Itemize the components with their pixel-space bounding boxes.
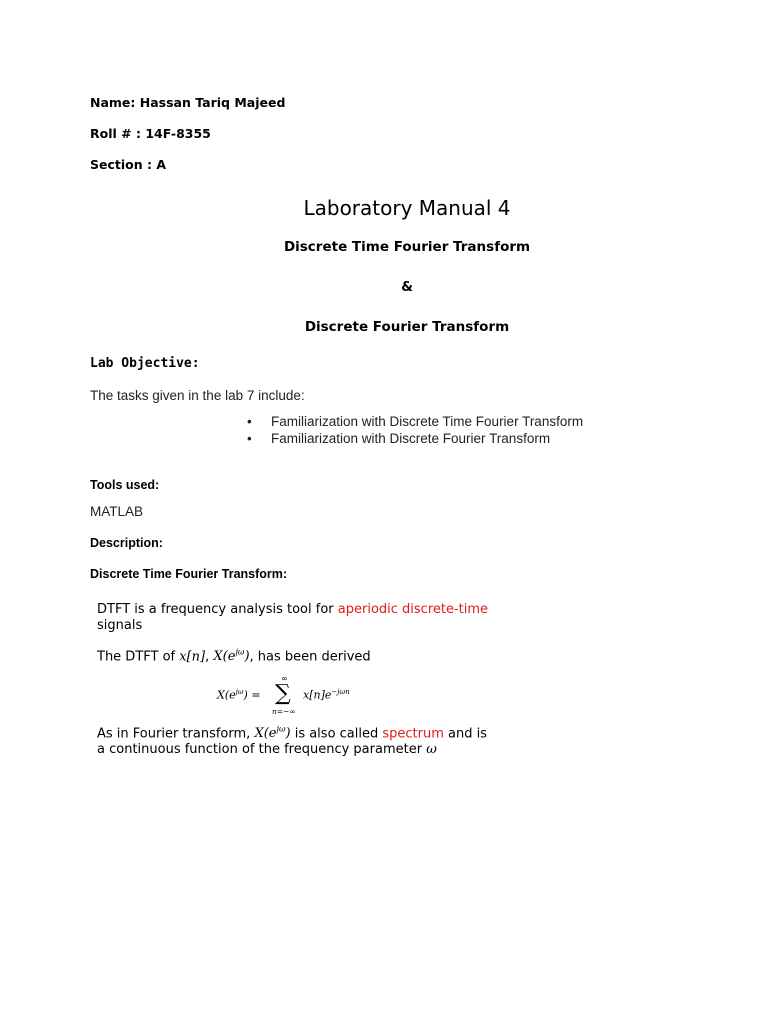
slide-line-1	[97, 602, 488, 617]
section-label: Section :	[90, 157, 152, 172]
math-X	[254, 726, 290, 741]
slide-text: and is	[448, 726, 488, 742]
page-title: Laboratory Manual 4	[303, 196, 511, 220]
name-value: Hassan Tariq Majeed	[139, 95, 286, 110]
slide-text: , has been derived	[249, 649, 371, 665]
objective-heading: Lab Objective:	[90, 356, 200, 371]
math-part: )	[285, 726, 291, 742]
slide-text: As in Fourier transform,	[97, 726, 251, 742]
math-part: ) =	[243, 688, 261, 702]
math-part: )	[244, 649, 250, 665]
section-line	[90, 157, 166, 172]
roll-value: 14F-8355	[145, 126, 211, 141]
math-sup: jω	[235, 688, 244, 696]
tools-heading: Tools used:	[90, 478, 160, 492]
subtitle-dtft: Discrete Time Fourier Transform	[283, 239, 531, 255]
name-label: Name:	[90, 95, 136, 110]
slide-line-3	[97, 648, 371, 664]
list-item	[247, 414, 583, 429]
list-item-text: Familiarization with Discrete Time Fourier Transform	[271, 414, 584, 429]
dtft-formula	[217, 674, 377, 718]
math-omega: ω	[426, 742, 437, 757]
subtitle-dft: Discrete Fourier Transform	[304, 319, 510, 335]
math-part: X(e	[254, 726, 277, 742]
slide-text: The DTFT of	[97, 649, 176, 665]
slide-highlight: spectrum	[382, 726, 444, 742]
math-sup: jω	[276, 725, 286, 734]
bullet-icon: •	[247, 431, 252, 446]
math-part: X(e	[217, 688, 236, 702]
math-sup: −jωn	[331, 688, 350, 696]
section-value: A	[156, 157, 167, 172]
dtft-subheading: Discrete Time Fourier Transform:	[90, 567, 288, 581]
slide-text: is also called	[294, 726, 379, 742]
math-sup: jω	[235, 648, 245, 657]
slide-text: ,	[205, 649, 210, 665]
roll-label: Roll # :	[90, 126, 141, 141]
formula-term	[303, 688, 350, 702]
roll-line	[90, 126, 211, 141]
list-item	[247, 431, 550, 446]
name-line	[90, 95, 285, 110]
sum-lower-limit: n=−∞	[272, 707, 296, 716]
slide-line-4	[97, 725, 487, 741]
list-item-text: Familiarization with Discrete Fourier Transform	[271, 431, 551, 446]
objective-intro: The tasks given in the lab 7 include:	[90, 388, 305, 403]
math-part: X(e	[213, 649, 236, 665]
slide-text: a continuous function of the frequency parameter	[97, 742, 423, 757]
formula-lhs	[217, 688, 261, 702]
tools-value: MATLAB	[90, 504, 144, 519]
math-x-n: x[n]	[179, 649, 206, 665]
sum-upper-limit: ∞	[281, 674, 288, 683]
bullet-icon: •	[247, 414, 252, 429]
math-X	[213, 649, 249, 664]
slide-text: DTFT is a frequency analysis tool for	[97, 602, 334, 617]
sigma-icon: ∑	[275, 681, 291, 706]
description-heading: Description:	[90, 536, 163, 550]
slide-highlight: aperiodic discrete-time	[337, 602, 489, 617]
slide-line-5	[97, 742, 437, 757]
math-part: x[n]e	[303, 688, 332, 702]
subtitle-ampersand: &	[401, 279, 413, 295]
slide-line-2: signals	[97, 618, 143, 633]
